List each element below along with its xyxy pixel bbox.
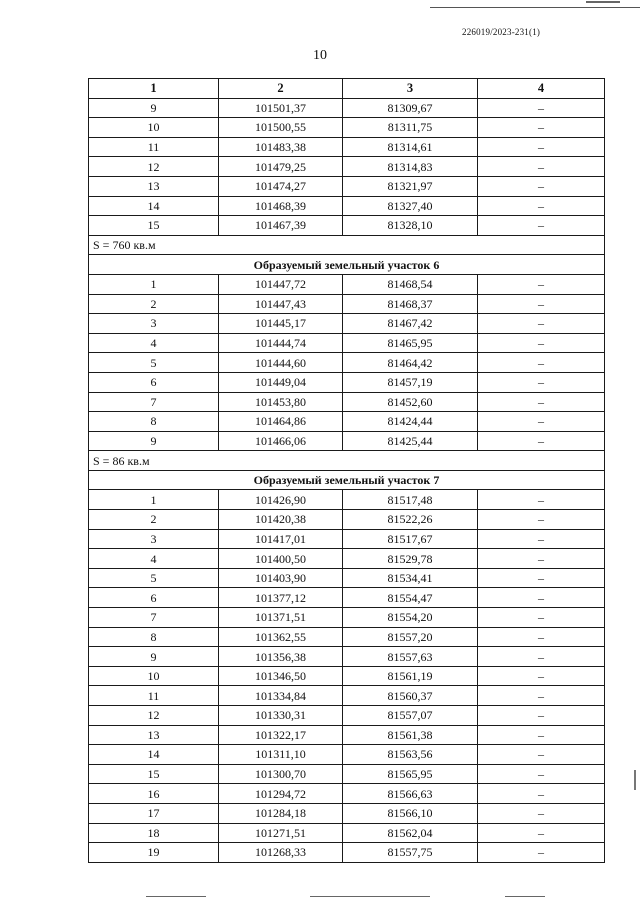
y-coordinate-cell: 81517,67	[343, 529, 478, 549]
scan-artifact-edge	[634, 770, 636, 790]
point-number-cell: 1	[89, 490, 219, 510]
table-header	[89, 79, 605, 99]
point-number-cell: 19	[89, 843, 219, 863]
x-coordinate-cell: 101356,38	[219, 647, 343, 667]
x-coordinate-cell: 101444,74	[219, 333, 343, 353]
header-col-2: 2	[219, 79, 343, 99]
table-row	[89, 823, 605, 843]
point-number-cell: 13	[89, 176, 219, 196]
point-number-cell: 9	[89, 431, 219, 451]
note-cell: –	[478, 706, 605, 726]
y-coordinate-cell: 81425,44	[343, 431, 478, 451]
point-number-cell: 14	[89, 745, 219, 765]
point-number-cell: 11	[89, 686, 219, 706]
note-cell: –	[478, 196, 605, 216]
point-number-cell: 15	[89, 764, 219, 784]
note-cell: –	[478, 510, 605, 530]
note-cell: –	[478, 333, 605, 353]
x-coordinate-cell: 101447,72	[219, 274, 343, 294]
x-coordinate-cell: 101426,90	[219, 490, 343, 510]
table-row	[89, 431, 605, 451]
y-coordinate-cell: 81314,83	[343, 157, 478, 177]
point-number-cell: 5	[89, 568, 219, 588]
note-cell: –	[478, 431, 605, 451]
table-row	[89, 333, 605, 353]
x-coordinate-cell: 101300,70	[219, 764, 343, 784]
y-coordinate-cell: 81464,42	[343, 353, 478, 373]
note-cell: –	[478, 823, 605, 843]
table-row	[89, 627, 605, 647]
point-number-cell: 15	[89, 216, 219, 236]
x-coordinate-cell: 101400,50	[219, 549, 343, 569]
x-coordinate-cell: 101445,17	[219, 314, 343, 334]
point-number-cell: 7	[89, 392, 219, 412]
note-cell: –	[478, 118, 605, 138]
x-coordinate-cell: 101483,38	[219, 137, 343, 157]
x-coordinate-cell: 101417,01	[219, 529, 343, 549]
note-cell: –	[478, 274, 605, 294]
y-coordinate-cell: 81468,54	[343, 274, 478, 294]
scan-artifact-line	[310, 896, 430, 897]
section-title: Образуемый земельный участок 6	[89, 255, 605, 275]
table-row	[89, 803, 605, 823]
note-cell: –	[478, 686, 605, 706]
note-cell: –	[478, 529, 605, 549]
x-coordinate-cell: 101362,55	[219, 627, 343, 647]
note-cell: –	[478, 627, 605, 647]
point-number-cell: 17	[89, 803, 219, 823]
table-row	[89, 510, 605, 530]
page-number: 10	[313, 48, 327, 63]
y-coordinate-cell: 81424,44	[343, 412, 478, 432]
table-row	[89, 549, 605, 569]
note-cell: –	[478, 568, 605, 588]
document-number: 226019/2023-231(1)	[462, 27, 541, 37]
y-coordinate-cell: 81452,60	[343, 392, 478, 412]
header-col-4: 4	[478, 79, 605, 99]
table-row	[89, 529, 605, 549]
scan-artifact-line	[146, 896, 206, 897]
y-coordinate-cell: 81517,48	[343, 490, 478, 510]
note-cell: –	[478, 764, 605, 784]
table-row	[89, 764, 605, 784]
point-number-cell: 12	[89, 157, 219, 177]
table-body	[89, 98, 605, 862]
x-coordinate-cell: 101268,33	[219, 843, 343, 863]
note-cell: –	[478, 353, 605, 373]
x-coordinate-cell: 101447,43	[219, 294, 343, 314]
table-row	[89, 294, 605, 314]
table-row	[89, 745, 605, 765]
y-coordinate-cell: 81566,63	[343, 784, 478, 804]
x-coordinate-cell: 101330,31	[219, 706, 343, 726]
point-number-cell: 7	[89, 608, 219, 628]
point-number-cell: 3	[89, 314, 219, 334]
note-cell: –	[478, 392, 605, 412]
point-number-cell: 18	[89, 823, 219, 843]
area-value: S = 86 кв.м	[89, 451, 605, 471]
x-coordinate-cell: 101271,51	[219, 823, 343, 843]
note-cell: –	[478, 745, 605, 765]
coordinates-table	[88, 78, 605, 863]
note-cell: –	[478, 647, 605, 667]
note-cell: –	[478, 137, 605, 157]
note-cell: –	[478, 549, 605, 569]
x-coordinate-cell: 101322,17	[219, 725, 343, 745]
table-row	[89, 216, 605, 236]
table-row	[89, 412, 605, 432]
y-coordinate-cell: 81467,42	[343, 314, 478, 334]
table-row	[89, 353, 605, 373]
x-coordinate-cell: 101501,37	[219, 98, 343, 118]
x-coordinate-cell: 101377,12	[219, 588, 343, 608]
table-row	[89, 392, 605, 412]
x-coordinate-cell: 101444,60	[219, 353, 343, 373]
table-row	[89, 157, 605, 177]
table-row	[89, 686, 605, 706]
point-number-cell: 9	[89, 647, 219, 667]
area-row	[89, 451, 605, 471]
table-row	[89, 784, 605, 804]
point-number-cell: 13	[89, 725, 219, 745]
y-coordinate-cell: 81529,78	[343, 549, 478, 569]
note-cell: –	[478, 725, 605, 745]
x-coordinate-cell: 101467,39	[219, 216, 343, 236]
x-coordinate-cell: 101311,10	[219, 745, 343, 765]
point-number-cell: 9	[89, 98, 219, 118]
point-number-cell: 10	[89, 118, 219, 138]
x-coordinate-cell: 101449,04	[219, 372, 343, 392]
x-coordinate-cell: 101464,86	[219, 412, 343, 432]
y-coordinate-cell: 81321,97	[343, 176, 478, 196]
y-coordinate-cell: 81457,19	[343, 372, 478, 392]
y-coordinate-cell: 81560,37	[343, 686, 478, 706]
table-row	[89, 314, 605, 334]
point-number-cell: 10	[89, 666, 219, 686]
note-cell: –	[478, 412, 605, 432]
note-cell: –	[478, 803, 605, 823]
x-coordinate-cell: 101420,38	[219, 510, 343, 530]
y-coordinate-cell: 81327,40	[343, 196, 478, 216]
point-number-cell: 3	[89, 529, 219, 549]
x-coordinate-cell: 101500,55	[219, 118, 343, 138]
point-number-cell: 6	[89, 588, 219, 608]
x-coordinate-cell: 101294,72	[219, 784, 343, 804]
y-coordinate-cell: 81563,56	[343, 745, 478, 765]
point-number-cell: 6	[89, 372, 219, 392]
x-coordinate-cell: 101453,80	[219, 392, 343, 412]
y-coordinate-cell: 81565,95	[343, 764, 478, 784]
y-coordinate-cell: 81554,47	[343, 588, 478, 608]
y-coordinate-cell: 81562,04	[343, 823, 478, 843]
scan-artifact-line	[505, 896, 545, 897]
note-cell: –	[478, 843, 605, 863]
x-coordinate-cell: 101284,18	[219, 803, 343, 823]
x-coordinate-cell: 101403,90	[219, 568, 343, 588]
x-coordinate-cell: 101371,51	[219, 608, 343, 628]
table-row	[89, 588, 605, 608]
table-row	[89, 196, 605, 216]
point-number-cell: 16	[89, 784, 219, 804]
point-number-cell: 11	[89, 137, 219, 157]
y-coordinate-cell: 81309,67	[343, 98, 478, 118]
y-coordinate-cell: 81557,63	[343, 647, 478, 667]
header-col-1: 1	[89, 79, 219, 99]
table-row	[89, 137, 605, 157]
note-cell: –	[478, 588, 605, 608]
table-row	[89, 608, 605, 628]
scan-artifact-mark	[586, 1, 620, 3]
y-coordinate-cell: 81566,10	[343, 803, 478, 823]
point-number-cell: 2	[89, 510, 219, 530]
point-number-cell: 8	[89, 627, 219, 647]
y-coordinate-cell: 81557,07	[343, 706, 478, 726]
table-row	[89, 706, 605, 726]
table-row	[89, 490, 605, 510]
y-coordinate-cell: 81314,61	[343, 137, 478, 157]
x-coordinate-cell: 101468,39	[219, 196, 343, 216]
y-coordinate-cell: 81468,37	[343, 294, 478, 314]
header-row	[89, 79, 605, 99]
point-number-cell: 5	[89, 353, 219, 373]
y-coordinate-cell: 81561,19	[343, 666, 478, 686]
note-cell: –	[478, 784, 605, 804]
y-coordinate-cell: 81311,75	[343, 118, 478, 138]
x-coordinate-cell: 101479,25	[219, 157, 343, 177]
note-cell: –	[478, 176, 605, 196]
table-row	[89, 372, 605, 392]
note-cell: –	[478, 314, 605, 334]
section-title-row	[89, 470, 605, 490]
note-cell: –	[478, 666, 605, 686]
table-row	[89, 98, 605, 118]
scan-artifact-line	[430, 7, 640, 8]
y-coordinate-cell: 81328,10	[343, 216, 478, 236]
point-number-cell: 4	[89, 333, 219, 353]
point-number-cell: 12	[89, 706, 219, 726]
table-row	[89, 118, 605, 138]
table-row	[89, 843, 605, 863]
point-number-cell: 1	[89, 274, 219, 294]
y-coordinate-cell: 81534,41	[343, 568, 478, 588]
note-cell: –	[478, 490, 605, 510]
y-coordinate-cell: 81465,95	[343, 333, 478, 353]
y-coordinate-cell: 81561,38	[343, 725, 478, 745]
area-row	[89, 235, 605, 255]
x-coordinate-cell: 101466,06	[219, 431, 343, 451]
y-coordinate-cell: 81522,26	[343, 510, 478, 530]
table-row	[89, 647, 605, 667]
y-coordinate-cell: 81557,75	[343, 843, 478, 863]
note-cell: –	[478, 372, 605, 392]
y-coordinate-cell: 81557,20	[343, 627, 478, 647]
section-title: Образуемый земельный участок 7	[89, 470, 605, 490]
header-col-3: 3	[343, 79, 478, 99]
table-row	[89, 725, 605, 745]
point-number-cell: 2	[89, 294, 219, 314]
note-cell: –	[478, 608, 605, 628]
x-coordinate-cell: 101334,84	[219, 686, 343, 706]
y-coordinate-cell: 81554,20	[343, 608, 478, 628]
point-number-cell: 4	[89, 549, 219, 569]
table-row	[89, 666, 605, 686]
table-row	[89, 176, 605, 196]
table-row	[89, 568, 605, 588]
note-cell: –	[478, 216, 605, 236]
point-number-cell: 14	[89, 196, 219, 216]
area-value: S = 760 кв.м	[89, 235, 605, 255]
x-coordinate-cell: 101474,27	[219, 176, 343, 196]
x-coordinate-cell: 101346,50	[219, 666, 343, 686]
note-cell: –	[478, 294, 605, 314]
point-number-cell: 8	[89, 412, 219, 432]
section-title-row	[89, 255, 605, 275]
note-cell: –	[478, 98, 605, 118]
note-cell: –	[478, 157, 605, 177]
table-row	[89, 274, 605, 294]
